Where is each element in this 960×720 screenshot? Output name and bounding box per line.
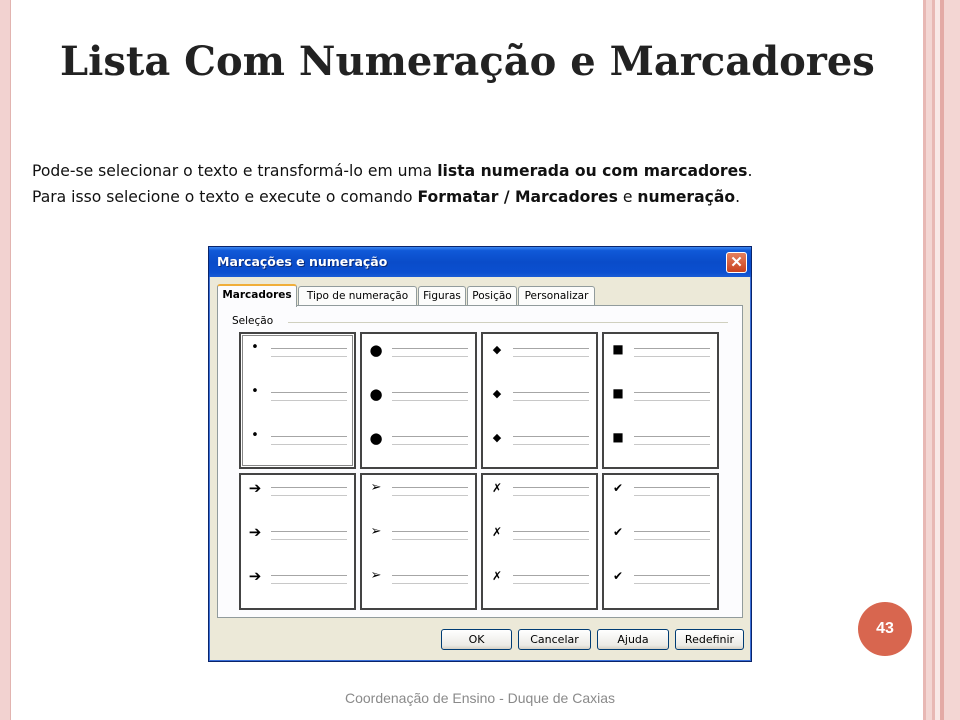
small-dot-icon: • [251,340,259,355]
arrow-icon: ➔ [248,567,262,585]
arrowhead-icon: ➢ [370,480,382,495]
group-divider [288,322,728,323]
close-button[interactable] [726,252,747,273]
arrowhead-icon: ➢ [370,524,382,539]
arrow-icon: ➔ [248,523,262,541]
tab-posicao[interactable]: Posição [467,286,517,305]
body-line-2-bold-numeracao: numeração [637,188,736,206]
square-icon: ■ [612,430,624,444]
slide-right-border [918,0,960,720]
tab-marcadores[interactable]: Marcadores [217,284,297,307]
tab-panel-marcadores [217,305,743,618]
diamond-icon: ◆ [492,343,502,356]
tab-tipo-de-numeracao[interactable]: Tipo de numeração [298,286,417,305]
slide-page-number: 43 [858,602,912,656]
slide-left-border [0,0,11,720]
body-line-2 [32,184,917,210]
large-dot-icon: ● [369,385,383,403]
check-mark-icon: ✔ [612,569,624,583]
bullet-style-arrow[interactable] [239,473,356,610]
tab-figuras[interactable]: Figuras [418,286,466,305]
reset-button[interactable]: Redefinir [675,629,744,650]
body-line-1 [32,158,917,184]
diamond-icon: ◆ [492,387,502,400]
bullet-style-square[interactable] [602,332,719,469]
diamond-icon: ◆ [492,431,502,444]
check-mark-icon: ✔ [612,525,624,539]
small-dot-icon: • [251,384,259,399]
bullet-style-check-mark[interactable] [602,473,719,610]
bullets-numbering-dialog [208,246,752,662]
body-line-2-bold-command: Formatar / Marcadores [417,188,618,206]
bullet-style-arrowhead[interactable] [360,473,477,610]
body-line-2-text: Para isso selecione o texto e execute o comando [32,188,418,206]
tab-personalizar[interactable]: Personalizar [518,286,595,305]
help-button[interactable]: Ajuda [597,629,669,650]
slide-body-text [32,158,917,210]
close-icon: ✕ [730,254,743,271]
body-line-2-mid: e [617,188,638,206]
large-dot-icon: ● [369,429,383,447]
bullet-style-large-dot[interactable] [360,332,477,469]
cancel-button[interactable]: Cancelar [518,629,591,650]
small-dot-icon: • [251,428,259,443]
dialog-titlebar[interactable] [209,247,751,277]
ok-button[interactable]: OK [441,629,512,650]
slide-title: Lista Com Numeração e Marcadores [60,38,875,85]
bullet-style-x-mark[interactable] [481,473,598,610]
bullet-style-small-dot[interactable] [239,332,356,469]
arrowhead-icon: ➢ [370,568,382,583]
body-line-1-text: Pode-se selecionar o texto e transformá-lo em uma [32,162,438,180]
body-line-1-bold: lista numerada ou com marcadores [437,162,748,180]
check-mark-icon: ✔ [612,481,624,495]
dialog-title: Marcações e numeração [217,254,388,269]
square-icon: ■ [612,342,624,356]
bullet-style-diamond[interactable] [481,332,598,469]
body-line-1-end: . [747,162,753,180]
x-mark-icon: ✗ [491,481,503,495]
square-icon: ■ [612,386,624,400]
large-dot-icon: ● [369,341,383,359]
arrow-icon: ➔ [248,479,262,497]
slide-footer: Coordenação de Ensino - Duque de Caxias [344,690,616,706]
selection-group-label: Seleção [232,315,277,327]
body-line-2-end: . [735,188,741,206]
x-mark-icon: ✗ [491,525,503,539]
x-mark-icon: ✗ [491,569,503,583]
